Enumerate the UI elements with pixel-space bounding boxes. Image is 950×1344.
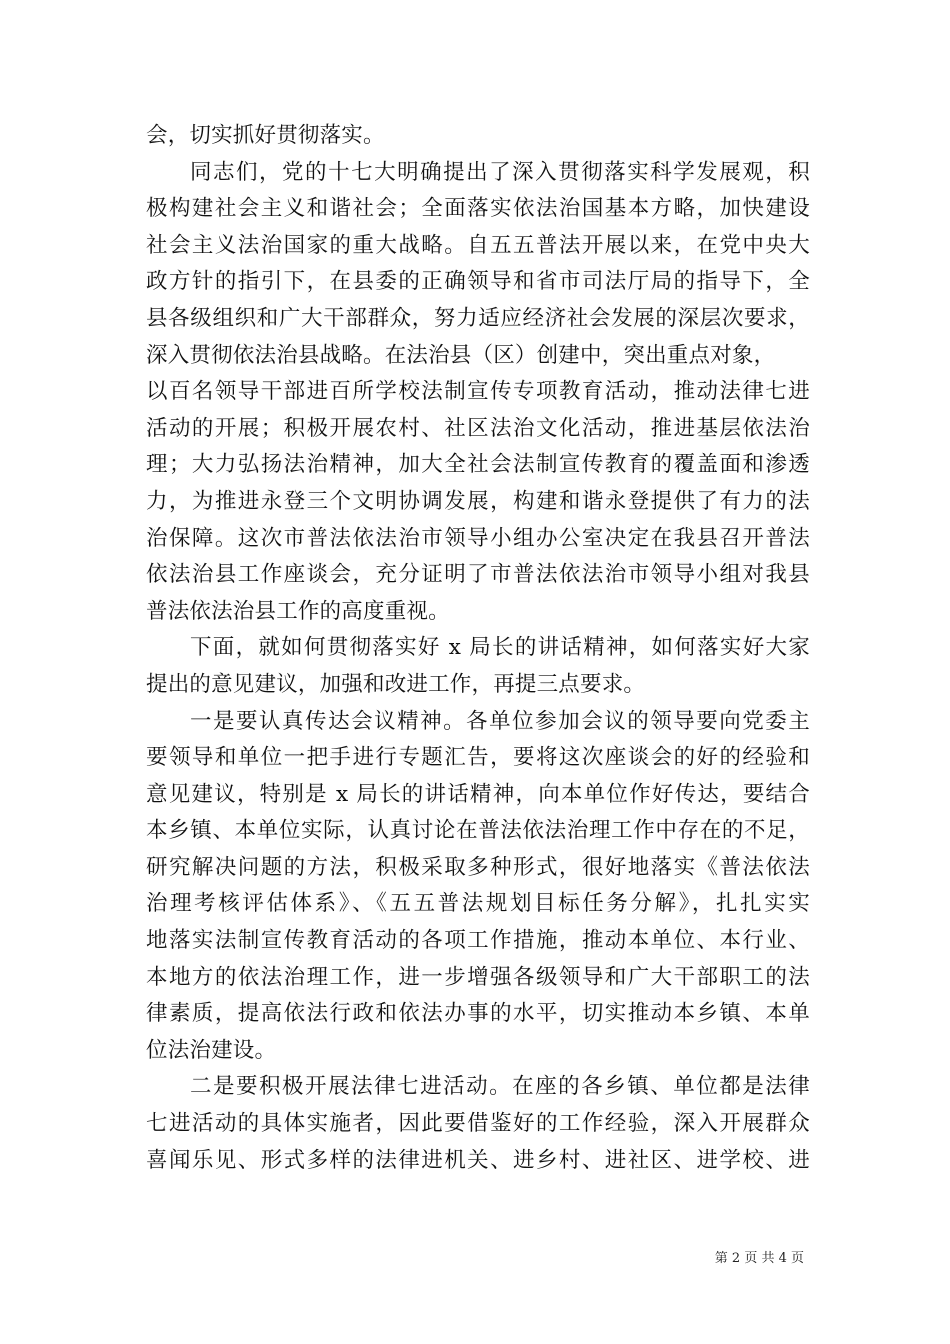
text-line: 要领导和单位一把手进行专题汇告，要将这次座谈会的好的经验和 [146, 745, 810, 771]
text-line: 理；大力弘扬法治精神，加大全社会法制宣传教育的覆盖面和渗透 [146, 452, 810, 478]
text-line: 治理考核评估体系》、《五五普法规划目标任务分解》，扎扎实实 [146, 891, 810, 917]
text-line: 本乡镇、本单位实际，认真讨论在普法依法治理工作中存在的不足， [146, 818, 810, 844]
text-line: 活动的开展；积极开展农村、社区法治文化活动，推进基层依法治 [146, 415, 810, 441]
body-text [146, 118, 810, 1179]
text-line: 本地方的依法治理工作，进一步增强各级领导和广大干部职工的法 [146, 964, 810, 990]
text-line: 以百名领导干部进百所学校法制宣传专项教育活动，推动法律七进 [146, 379, 810, 405]
text-line: 治保障。这次市普法依法治市领导小组办公室决定在我县召开普法 [146, 525, 810, 551]
text-line: 地落实法制宣传教育活动的各项工作措施，推动本单位、本行业、 [146, 928, 810, 954]
text-line: 提出的意见建议，加强和改进工作，再提三点要求。 [146, 671, 646, 697]
text-line: 普法依法治县工作的高度重视。 [146, 598, 450, 624]
text-line: 七进活动的具体实施者，因此要借鉴好的工作经验，深入开展群众 [146, 1111, 810, 1137]
text-line: 研究解决问题的方法，积极采取多种形式，很好地落实《普法依法 [146, 854, 810, 880]
text-line: 律素质，提高依法行政和依法办事的水平，切实推动本乡镇、本单 [146, 1001, 810, 1027]
text-line: 依法治县工作座谈会，充分证明了市普法依法治市领导小组对我县 [146, 562, 810, 588]
paragraph-start-line: 同志们，党的十七大明确提出了深入贯彻落实科学发展观，积 [190, 159, 810, 185]
text-line: 政方针的指引下，在县委的正确领导和省市司法厅局的指导下，全 [146, 269, 810, 295]
text-line: 深入贯彻依法治县战略。在法治县（区）创建中，突出重点对象， [146, 342, 776, 368]
text-line: 县各级组织和广大干部群众，努力适应经济社会发展的深层次要求， [146, 305, 810, 331]
paragraph-start-line: 二是要积极开展法律七进活动。在座的各乡镇、单位都是法律 [190, 1074, 810, 1100]
text-line: 会，切实抓好贯彻落实。 [146, 123, 385, 148]
paragraph-start-line: 一是要认真传达会议精神。各单位参加会议的领导要向党委主 [190, 708, 810, 734]
text-line: 喜闻乐见、形式多样的法律进机关、进乡村、进社区、进学校、进 [146, 1147, 810, 1173]
text-line: 力，为推进永登三个文明协调发展，构建和谐永登提供了有力的法 [146, 488, 810, 514]
text-line: 位法治建设。 [146, 1037, 277, 1063]
paragraph-start-line: 下面，就如何贯彻落实好 x 局长的讲话精神，如何落实好大家 [190, 635, 810, 661]
text-line: 社会主义法治国家的重大战略。自五五普法开展以来，在党中央大 [146, 232, 810, 258]
page-number: 第 2 页 共 4 页 [714, 1251, 804, 1266]
text-line: 极构建社会主义和谐社会；全面落实依法治国基本方略，加快建设 [146, 196, 810, 222]
text-line: 意见建议，特别是 x 局长的讲话精神，向本单位作好传达，要结合 [146, 781, 810, 807]
